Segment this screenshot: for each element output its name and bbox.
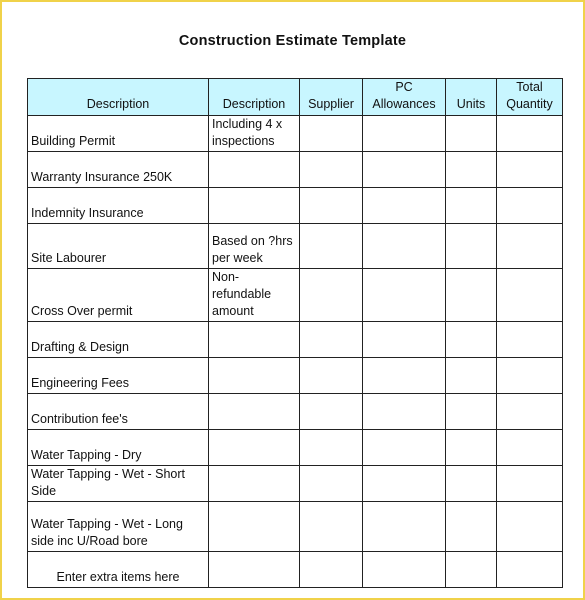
pc-allowance-cell[interactable] xyxy=(363,116,446,152)
pc-allowance-cell[interactable] xyxy=(363,269,446,322)
total-quantity-cell[interactable] xyxy=(497,188,563,224)
table-row xyxy=(28,502,563,552)
table-row xyxy=(28,552,563,588)
row-note-cell[interactable]: Including 4 x inspections xyxy=(209,116,300,152)
total-quantity-cell[interactable] xyxy=(497,322,563,358)
units-cell[interactable] xyxy=(446,269,497,322)
document-title: Construction Estimate Template xyxy=(178,33,407,49)
row-item-cell[interactable]: Building Permit xyxy=(28,116,209,152)
pc-allowance-cell[interactable] xyxy=(363,322,446,358)
row-item-cell[interactable]: Water Tapping - Wet - Short Side xyxy=(28,466,209,502)
header-total-quantity: Total Quantity xyxy=(497,79,563,116)
header-description-2: Description xyxy=(209,79,300,116)
row-note-cell[interactable] xyxy=(209,394,300,430)
pc-allowance-cell[interactable] xyxy=(363,394,446,430)
supplier-cell[interactable] xyxy=(300,430,363,466)
row-note-cell[interactable]: Non-refundable amount xyxy=(209,269,300,322)
units-cell[interactable] xyxy=(446,358,497,394)
pc-allowance-cell[interactable] xyxy=(363,502,446,552)
units-cell[interactable] xyxy=(446,502,497,552)
pc-allowance-cell[interactable] xyxy=(363,430,446,466)
supplier-cell[interactable] xyxy=(300,552,363,588)
units-cell[interactable] xyxy=(446,430,497,466)
pc-allowance-cell[interactable] xyxy=(363,358,446,394)
row-note-cell[interactable]: Based on ?hrs per week xyxy=(209,224,300,269)
total-quantity-cell[interactable] xyxy=(497,358,563,394)
row-note-cell[interactable] xyxy=(209,466,300,502)
total-quantity-cell[interactable] xyxy=(497,394,563,430)
row-note-cell[interactable] xyxy=(209,552,300,588)
pc-allowance-cell[interactable] xyxy=(363,552,446,588)
row-item-cell[interactable]: Engineering Fees xyxy=(28,358,209,394)
supplier-cell[interactable] xyxy=(300,269,363,322)
total-quantity-cell[interactable] xyxy=(497,269,563,322)
row-note-cell[interactable] xyxy=(209,188,300,224)
header-units: Units xyxy=(446,79,497,116)
row-note-cell[interactable] xyxy=(209,430,300,466)
row-note-cell[interactable] xyxy=(209,322,300,358)
row-note-cell[interactable] xyxy=(209,152,300,188)
total-quantity-cell[interactable] xyxy=(497,152,563,188)
row-item-cell[interactable]: Drafting & Design xyxy=(28,322,209,358)
row-item-cell[interactable]: Warranty Insurance 250K xyxy=(28,152,209,188)
row-note-cell[interactable] xyxy=(209,358,300,394)
header-pc-allowances: PC Allowances xyxy=(363,79,446,116)
table-row xyxy=(28,188,563,224)
header-row xyxy=(28,79,563,116)
table-row xyxy=(28,224,563,269)
row-item-cell[interactable]: Contribution fee's xyxy=(28,394,209,430)
units-cell[interactable] xyxy=(446,466,497,502)
units-cell[interactable] xyxy=(446,188,497,224)
total-quantity-cell[interactable] xyxy=(497,466,563,502)
pc-allowance-cell[interactable] xyxy=(363,224,446,269)
units-cell[interactable] xyxy=(446,322,497,358)
total-quantity-cell[interactable] xyxy=(497,552,563,588)
row-item-cell[interactable]: Water Tapping - Wet - Long side inc U/Road bore xyxy=(28,502,209,552)
header-description: Description xyxy=(28,79,209,116)
header-supplier: Supplier xyxy=(300,79,363,116)
units-cell[interactable] xyxy=(446,116,497,152)
supplier-cell[interactable] xyxy=(300,116,363,152)
total-quantity-cell[interactable] xyxy=(497,116,563,152)
total-quantity-cell[interactable] xyxy=(497,224,563,269)
units-cell[interactable] xyxy=(446,552,497,588)
row-item-cell[interactable]: Cross Over permit xyxy=(28,269,209,322)
table-row xyxy=(28,116,563,152)
supplier-cell[interactable] xyxy=(300,224,363,269)
table-row xyxy=(28,466,563,502)
units-cell[interactable] xyxy=(446,224,497,269)
pc-allowance-cell[interactable] xyxy=(363,188,446,224)
total-quantity-cell[interactable] xyxy=(497,502,563,552)
units-cell[interactable] xyxy=(446,394,497,430)
table-row xyxy=(28,430,563,466)
row-item-cell[interactable]: Enter extra items here xyxy=(28,552,209,588)
row-item-cell[interactable]: Site Labourer xyxy=(28,224,209,269)
table-row xyxy=(28,322,563,358)
supplier-cell[interactable] xyxy=(300,358,363,394)
table-row xyxy=(28,394,563,430)
row-note-cell[interactable] xyxy=(209,502,300,552)
supplier-cell[interactable] xyxy=(300,466,363,502)
units-cell[interactable] xyxy=(446,152,497,188)
total-quantity-cell[interactable] xyxy=(497,430,563,466)
pc-allowance-cell[interactable] xyxy=(363,152,446,188)
table-row xyxy=(28,269,563,322)
supplier-cell[interactable] xyxy=(300,152,363,188)
row-item-cell[interactable]: Indemnity Insurance xyxy=(28,188,209,224)
supplier-cell[interactable] xyxy=(300,502,363,552)
table-row xyxy=(28,358,563,394)
supplier-cell[interactable] xyxy=(300,394,363,430)
estimate-table xyxy=(27,78,563,588)
supplier-cell[interactable] xyxy=(300,322,363,358)
row-item-cell[interactable]: Water Tapping - Dry xyxy=(28,430,209,466)
supplier-cell[interactable] xyxy=(300,188,363,224)
pc-allowance-cell[interactable] xyxy=(363,466,446,502)
table-row xyxy=(28,152,563,188)
